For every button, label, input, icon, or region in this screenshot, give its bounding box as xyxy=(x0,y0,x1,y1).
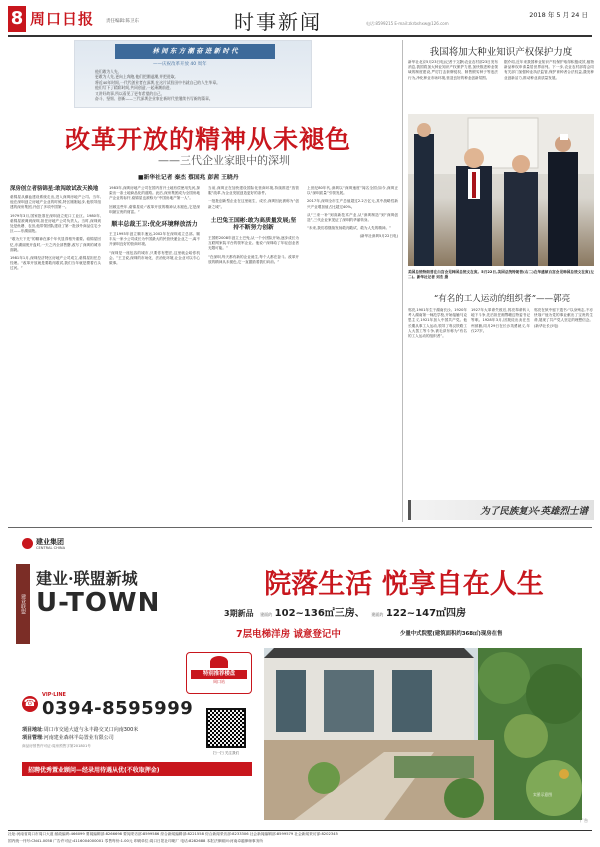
offer-a: 102~136㎡三房、 xyxy=(274,608,365,619)
dateline: (新华社深圳5月22日电) xyxy=(359,234,398,239)
guo-story-headline: “有名的工人运动的组织者”——郭亮 xyxy=(433,294,571,304)
guo-story-body xyxy=(408,308,594,339)
manager-row: 项目管理:河南建业森林半岛置业有限公司 xyxy=(22,735,114,741)
feature-byline: ■新华社记者 秦杰 蔡国兆 彭茜 王晓丹 xyxy=(138,175,239,181)
issue-date: 2018 年 5 月 24 日 xyxy=(529,11,588,19)
masthead xyxy=(8,4,592,34)
subsection-title: 深房创立者骆锦星:敢闯敢试改天换地 xyxy=(10,186,99,192)
qr-caption: 扫一扫 关注我们 xyxy=(212,751,240,755)
paragraph: 郭亮,1901年生于湖南长沙。1920年考入湖南第一师范学校,开始接触马克思主义,1921年加入中国共产党。他长期从事工人运动,领导了粤汉铁路工人大罢工等斗争,被毛泽东称为“有名的工人运动的组织者”。 xyxy=(408,308,467,339)
manager-text: 河南建业森林半岛置业有限公司 xyxy=(43,735,114,741)
offer-b: 122~147㎡四房 xyxy=(385,608,467,619)
paragraph: 上世纪80年代,深圳以“深圳速度”闻名全国;如今,深圳正以“深圳质量”引领发展。 xyxy=(307,186,398,196)
column-divider xyxy=(402,40,403,522)
offer-intro: 3期新品 xyxy=(224,609,254,618)
masthead-rule xyxy=(8,35,592,37)
feature-col-1 xyxy=(10,186,101,522)
ad-block xyxy=(8,530,592,828)
ad-recruit-bar xyxy=(22,762,252,776)
offer-a-tag: 建面约 xyxy=(260,612,273,617)
feature-subhead: ——三代企业家眼中的深圳 xyxy=(158,154,290,167)
paragraph: 当前,深圳正在加快建设国际化营商环境,持续推进“放管服”改革,为企业发展创造更好的条件。 xyxy=(208,186,299,196)
paragraph: “敢为天下先”的精神在那个年代显得格外重要。骆锦星回忆,东湖丽苑开盘时,一天之内全部售罄,改写了深圳的城市面貌。 xyxy=(10,237,101,252)
banner-poem xyxy=(95,69,305,101)
address-label: 项目地址 xyxy=(22,727,43,733)
ad-side-label: 建业联盟 xyxy=(20,594,26,614)
poem-line: 又讲好故事,所以看见了更有希望的自己, xyxy=(95,90,162,96)
badge-sub: 周口站 xyxy=(213,679,225,684)
subsection-title: 土巴兔王国彬:敢为高质量发展;坚持不断努力创新 xyxy=(210,217,297,232)
section-title: 时事新闻 xyxy=(234,10,322,34)
footer xyxy=(8,831,592,845)
feature-col-3 xyxy=(208,186,299,522)
subsection-title: 顺丰总裁王卫:优化环境释放活力 xyxy=(111,221,198,229)
manager-label: 项目管理 xyxy=(22,735,43,741)
recruit-text: 招聘优秀置业顾问—经录用待遇从优(不收取押金) xyxy=(28,767,160,774)
poem-line: 更敢为人先,更向上奔跑,他们把潮退潮,并把进取, xyxy=(95,74,176,80)
paragraph: 2017年,深圳全市生产总值超过2.2万亿元,其中战略性新兴产业增加值占比超过40%。 xyxy=(307,199,398,209)
editor-line: 责任编辑:陈卫东 xyxy=(106,19,140,24)
banner-title-text: 林 间 东 方 潮 奋 进 新 时 代 xyxy=(152,47,238,55)
paragraph: 郭亮在狱中留下遗书:“以身殉志,不亦快哉!”他为党的事业献出了宝贵的生命,展现了共产党人坚定的理想信念。(新华社长沙电) xyxy=(534,308,593,328)
photo-caption: 美国总统特朗普在白宫会见韩国总统文在寅。5月22日,美国总统特朗普(右二)在华盛顿白宫会见韩国总统文在寅(左二)。新华社记者 刘杰 摄 xyxy=(408,270,594,280)
address-row: 项目地址:周口市交通大道与永丰路交叉口向南300米 xyxy=(22,727,139,733)
paragraph: 一批批创新型企业在这里诞生、成长,深圳因此被称为“创新之城”。 xyxy=(208,199,299,209)
group-name-en: CENTRAL CHINA xyxy=(36,546,66,550)
feature-headline: 改革开放的精神从未褪色 xyxy=(64,125,351,154)
permit-row: 商品房预售许可证:周房预售字第201801号 xyxy=(22,744,91,748)
poem-line: 奋斗、坚韧、创新——三代深圳企业家在新时代里继续书写新的篇章。 xyxy=(95,96,213,102)
phone-icon: ☎ xyxy=(22,696,38,712)
render-image-label: 实景示意图 xyxy=(533,792,552,797)
paragraph: 从“三来一补”到高新技术产业,从“深圳制造”到“深圳创造”,三代企业家见证了深圳的华丽转身。 xyxy=(307,212,398,223)
paragraph: “深圳是一座包容的城市,只要你有想法,这里就会给你机会。”王卫说,深圳的市场化、法治化环境,让企业可以专心做事。 xyxy=(109,250,200,266)
banner-subtitle: ——庆祝改革开放 40 周年 xyxy=(153,62,207,67)
poem-line: 他们写下了精彩时间,共同创造,一起乘潮前进, xyxy=(95,85,171,91)
footer-line-1: 社址:河南省周口市周口大道 邮政编码:466099 要闻编辑部:8266698 要闻采访部:8599586 综合新闻编辑部:8221558 综合新闻采访部:8233306 社会新闻编辑部:8599579 社会新闻采访部:8202345 xyxy=(8,832,338,836)
ip-story-headline: 我国将加大种业知识产权保护力度 xyxy=(429,47,573,58)
feature-col-2 xyxy=(109,186,200,522)
contact-info: 电话:8599215 E-mail:zkrbshxw@126.com xyxy=(366,21,449,26)
group-name: 建业集团 xyxy=(36,538,64,546)
group-logo-icon xyxy=(22,538,33,549)
ad-mark: 广告 xyxy=(580,818,588,823)
feature-body xyxy=(10,186,398,522)
feature-banner xyxy=(74,40,312,108)
paragraph: “在深圳,每天都有新的企业诞生,每个人都在奋斗。改革开放的精神从未褪色,它一直激励着我们向前。” xyxy=(208,254,299,264)
paragraph: 1927年大革命失败后,郭亮奉命转入地下斗争,先后担任湘鄂赣边特委书记等职。1928年3月,因叛徒出卖在岳州被捕,同月29日在长沙英勇就义,年仅27岁。 xyxy=(471,308,530,333)
page-number: 8 xyxy=(8,6,26,32)
paragraph: “未来,我们将继续发扬敢闯敢试、敢为人先的精神。” xyxy=(307,226,391,231)
badge-icon xyxy=(210,656,228,668)
footer-line-2: 国内统一刊号:CN41-0058 广告许可证:4116004000001 零售每份:1.00元 印刷单位:周口日报社印刷厂 电话:8282688 本报法律顾问:河南卓越律师事务所 xyxy=(8,839,264,843)
paragraph: 1981年1月,深圳经济特区房地产公司成立,骆锦星担任总经理。“改革开放就是要敢闯敢试,我们当年就是摸着石头过河。” xyxy=(10,256,101,271)
paragraph: 1979年3月,国家批准在深圳设立蛇口工业区。1980年,骆锦星被调到深圳,担任房地产公司负责人。当时,深圳到处是鱼塘、农田,他带领团队建设了第一批涉外商品住宅小区——东湖丽苑。 xyxy=(10,213,101,234)
poem-line: 将近40年时间,一代代创业者在深圳,在这片试验田中书就自己的人生华章。 xyxy=(95,79,220,85)
ad-phone[interactable]: 0394-8595999 xyxy=(42,698,194,719)
paragraph: 新华社北京5月23日电(记者于文静)农业农村部23日发布消息,我国将加大种业知识产权保护力度,加快推进种业领域的制度建设,严厉打击套牌侵权、制售假劣种子等违法行为,净化种业市场环境,营造良好的种业创新氛围。 xyxy=(408,60,498,80)
badge-label: 特别推荐楼盘 xyxy=(191,670,247,679)
banner-title xyxy=(115,44,275,59)
ad-divider xyxy=(8,527,592,528)
offer-b-tag: 建面约 xyxy=(371,612,384,617)
paragraph: 据介绍,近年来我国种业知识产权保护取得积极成效,植物新品种权申请量居世界前列。下一步,农业农村部将会同有关部门加强种业执法监管,保护育种者合法权益,激发种业创新活力,推动种业高质量发展。 xyxy=(504,60,594,80)
ad-render-image xyxy=(264,648,582,820)
ad-elevator-line: 7层电梯洋房 诚意登记中 xyxy=(236,629,341,640)
ad-courtyard-line: 少量中式院墅(建筑面积约368㎡)现房在售 xyxy=(400,631,503,637)
ad-slogan: 院落生活 悦享自在人生 xyxy=(264,569,544,600)
ad-brand-line: 建业·联盟新城 xyxy=(36,569,138,588)
ad-side-tab xyxy=(16,564,30,644)
ad-qr-code[interactable] xyxy=(206,708,246,748)
address-text: 周口市交通大道与永丰路交叉口向南300米 xyxy=(43,727,139,733)
paragraph: 回顾这些年,骆锦星说:“改革开放的精神从未褪色,它是深圳最宝贵的财富。” xyxy=(109,204,200,214)
newspaper-logo: 周口日报 xyxy=(30,10,95,28)
paragraph: 王国彬2008年创立土巴兔,从一个小团队开始,逐步成长为互联网家装平台的领军企业。他说:“深圳给了年轻创业者无限可能。” xyxy=(208,236,299,251)
ad-brand-en: U-TOWN xyxy=(36,588,161,618)
news-photo xyxy=(408,114,594,266)
feature-col-4 xyxy=(307,186,398,522)
ad-address xyxy=(22,726,202,750)
ad-vip-label: VIP·LINE xyxy=(42,692,66,698)
ad-badge xyxy=(186,652,252,694)
poem-line: 他们敢为人先, xyxy=(95,69,119,74)
ad-offer xyxy=(224,604,584,622)
paragraph: 骆锦星从潮汕建设系统走出,进入深圳房地产公司。当年,他在深圳创立房地产企业的时候,特区刚刚起步,他领导组建的深房集团,开创了多项中国第一。 xyxy=(10,195,101,210)
photo-figures xyxy=(408,114,594,266)
paragraph: 王卫1993年创立顺丰速运,2002年在深圳成立总部。顺丰从一家小公司成长为中国最大的民营快递企业之一,离不开深圳良好的营商环境。 xyxy=(109,232,200,247)
column-banner-text: 为了民族复兴·英雄烈士谱 xyxy=(480,506,588,517)
column-banner xyxy=(408,500,594,520)
paragraph: 1983年,深圳房地产公司在国内首开土地有偿使用先河,探索出一条土地商品化的道路。此后,深房集团成为全国房地产企业的标杆,骆锦星也被称为“中国房地产第一人”。 xyxy=(109,186,200,201)
ip-story-body xyxy=(408,60,594,81)
